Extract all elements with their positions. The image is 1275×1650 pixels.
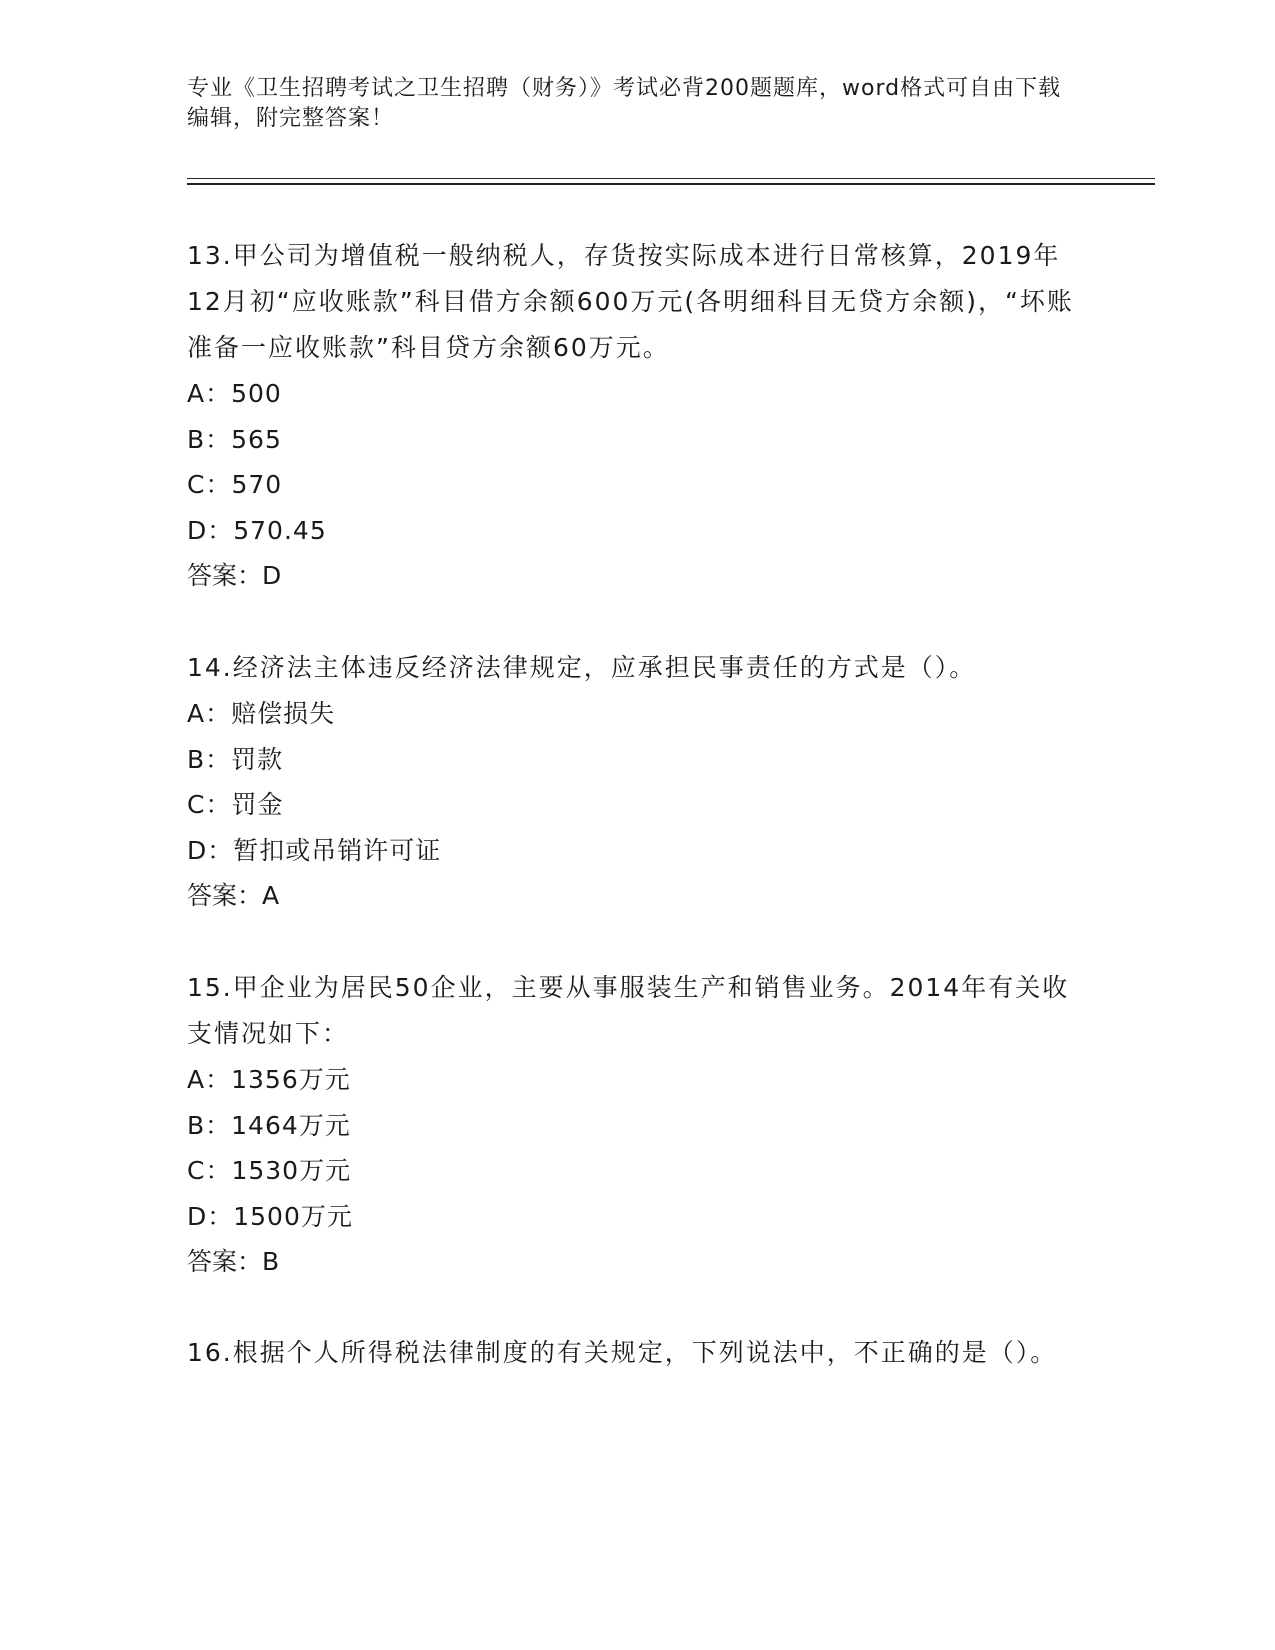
option-b: B：1464万元 [187, 1110, 351, 1140]
document-header: 专业《卫生招聘考试之卫生招聘（财务）》考试必背200题题库，word格式可自由下载编辑，附完整答案！ [187, 76, 1062, 131]
header-divider-thick [187, 183, 1155, 185]
option-c: C：1530万元 [187, 1156, 352, 1185]
option-d: D：570.45 [187, 515, 327, 545]
question-stem: 14.经济法主体违反经济法律规定，应承担民事责任的方式是（）。 [187, 653, 977, 682]
option-c: C：570 [187, 470, 283, 499]
question-14 [187, 645, 1087, 919]
question-13 [187, 233, 1087, 599]
answer-line: 答案：A [187, 881, 280, 910]
option-a: A：500 [187, 379, 282, 408]
option-a: A：1356万元 [187, 1065, 351, 1094]
option-b: B：565 [187, 424, 282, 454]
question-stem: 13.甲公司为增值税一般纳税人，存货按实际成本进行日常核算，2019年12月初“应收账款”科目借方余额600万元(各明细科目无贷方余额)，“坏账准备一应收账款”科目贷方余额60万元。 [187, 241, 1074, 362]
option-c: C：罚金 [187, 790, 284, 819]
question-16 [187, 1330, 1087, 1376]
option-d: D：1500万元 [187, 1201, 353, 1231]
option-a: A：赔偿损失 [187, 699, 336, 728]
answer-line: 答案：B [187, 1247, 280, 1276]
question-stem: 16.根据个人所得税法律制度的有关规定，下列说法中，不正确的是（）。 [187, 1338, 1058, 1367]
option-d: D：暂扣或吊销许可证 [187, 835, 442, 865]
answer-line: 答案：D [187, 561, 282, 590]
question-stem: 15.甲企业为居民50企业，主要从事服装生产和销售业务。2014年有关收支情况如下： [187, 973, 1070, 1048]
header-divider-thin [187, 178, 1155, 179]
question-15 [187, 965, 1087, 1285]
option-b: B：罚款 [187, 744, 284, 774]
